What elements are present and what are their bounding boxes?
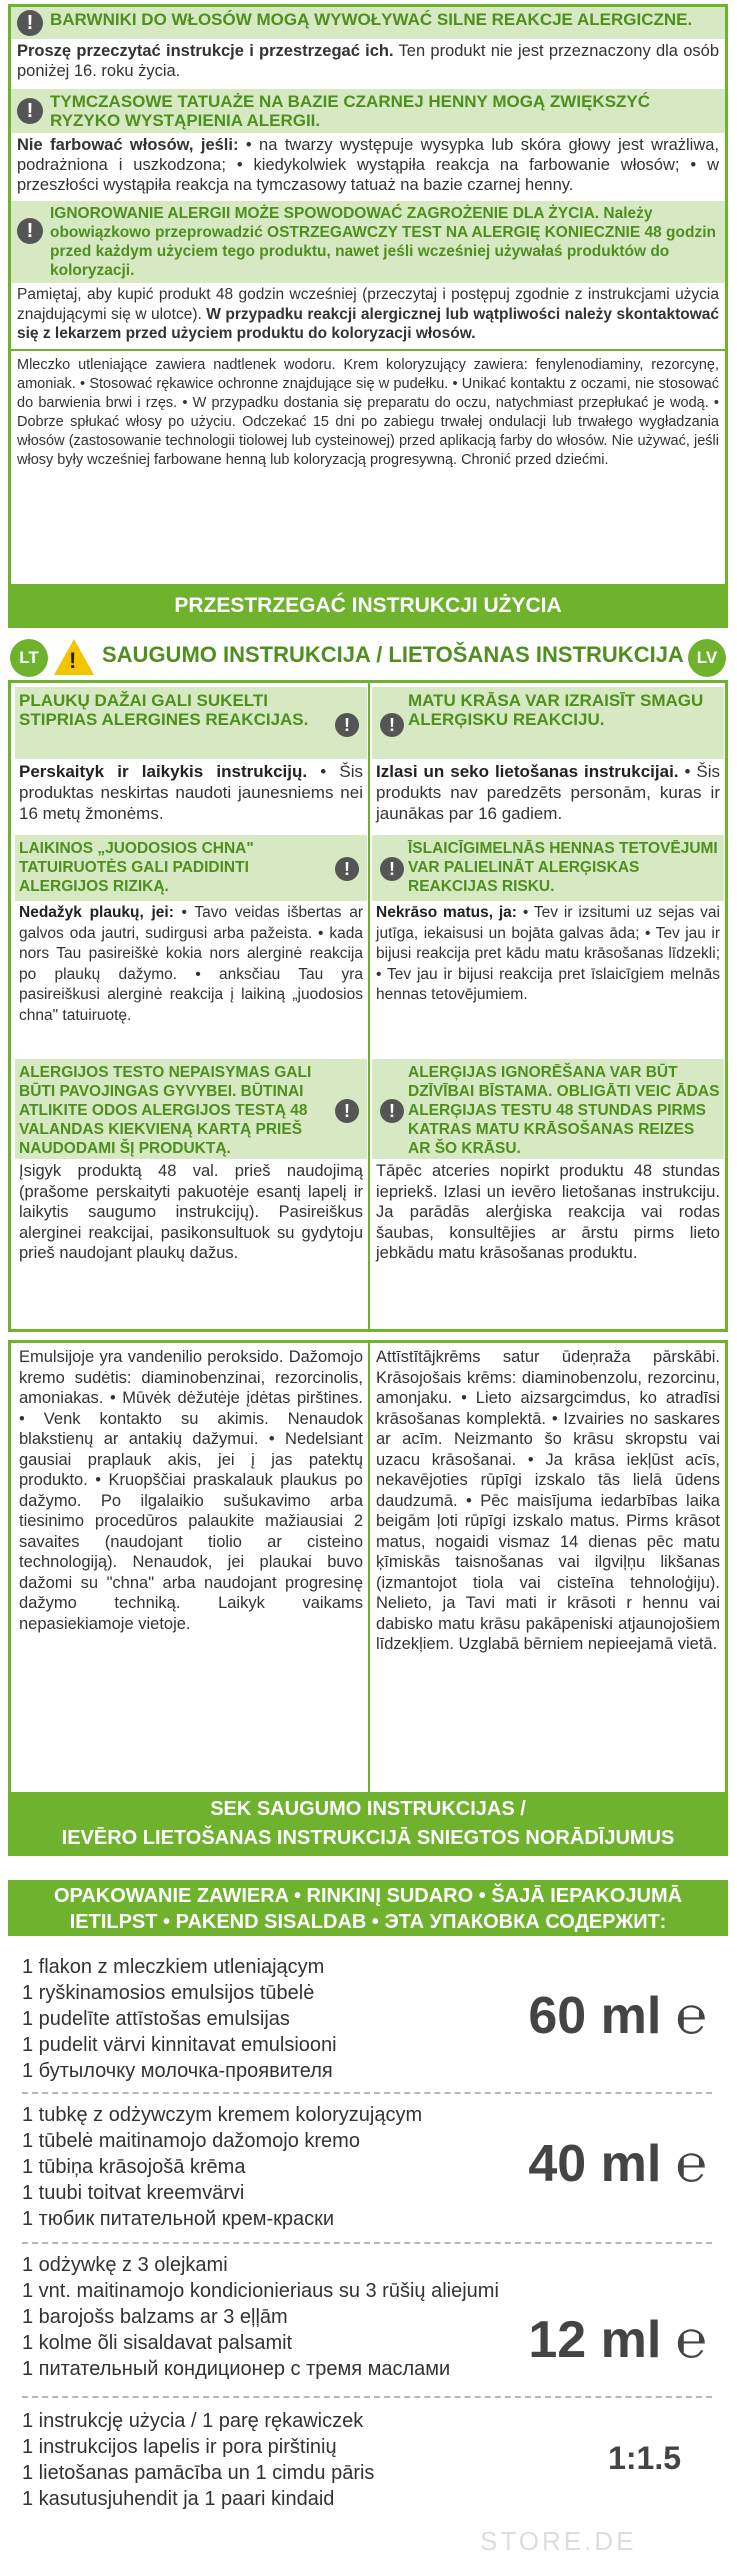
- volume-40ml: 40 ml ℮: [528, 2135, 707, 2193]
- lv-warning-1: ! MATU KRĀSA VAR IZRAISĪT SMAGU ALERĢISKU REAKCIJU.: [372, 687, 724, 759]
- estimated-sign-icon: ℮: [675, 1987, 707, 2045]
- estimated-sign-icon: ℮: [675, 2311, 707, 2369]
- volume-60ml: 60 ml ℮: [528, 1987, 707, 2045]
- lt-warning-2: LAIKINOS „JUODOSIOS CHNA" TATUIRUOTĖS GALI PADIDINTI ALERGIJOS RIZIKĄ. !: [15, 835, 367, 901]
- exclamation-icon: !: [335, 857, 359, 881]
- pl-paragraph-4: Mleczko utleniające zawiera nadtlenek wodoru. Krem koloryzujący zawiera: fenylenodiaminy, rezorcynę, amoniak. • Stosować rękawice ochronne znajdujące się w pudełku. • Unikać kontaktu z oczami, nie stosować do barwienia brwi i rzęs. • W przypadku dostania się preparatu do oczu, natychmiast przepłukać je wodą. • Dobrze spłukać włosy po użyciu. Odczekać 15 dni po zabiegu trwałej ondulacji lub trwałego wygładzania włosów (zastosowanie technologii tiolowej lub cysteinowej) przed aplikacją farby do włosów. Nie używać, jeśli włosy były wcześniej farbowane henną lub koloryzacją progresywną. Chronić przed dziećmi.: [17, 356, 719, 468]
- divider: [22, 2396, 712, 2398]
- divider: [22, 2092, 712, 2094]
- lt-lv-warning-box: [8, 680, 728, 1332]
- estimated-sign-icon: ℮: [675, 2135, 707, 2193]
- warning-triangle-icon: !: [54, 639, 94, 675]
- pl-warning-2: ! TYMCZASOWE TATUAŻE NA BAZIE CZARNEJ HENNY MOGĄ ZWIĘKSZYĆ RYZYKO WYSTĄPIENIA ALERGII.: [11, 89, 725, 133]
- lt-lv-composition-box: [8, 1340, 728, 1810]
- divider: [11, 349, 725, 351]
- exclamation-icon: !: [17, 218, 43, 244]
- mixing-ratio: 1:1.5: [608, 2440, 681, 2476]
- column-divider: [368, 683, 370, 1329]
- lv-column: [372, 683, 724, 1329]
- exclamation-icon: !: [17, 98, 43, 124]
- lt-badge: LT: [10, 639, 48, 677]
- lv-warning-3: ! ALERĢIJAS IGNORĒŠANA VAR BŪT DZĪVĪBAI BĪSTAMA. OBLIGĀTI VEIC ĀDAS ALERĢIJAS TESTU 48 STUNDAS PIRMS KATRAS MATU KRĀSOŠANAS REIZES AR ŠO KRĀSU.: [372, 1059, 724, 1159]
- exclamation-icon: !: [380, 713, 404, 737]
- pl-instructions-banner: PRZESTRZEGAĆ INSTRUKCJI UŻYCIA: [8, 584, 728, 628]
- exclamation-icon: !: [335, 713, 359, 737]
- volume-12ml: 12 ml ℮: [528, 2311, 707, 2369]
- lv-paragraph-4: Attīstītājkrēms satur ūdeņraža pārskābi. Krāsojošais krēms: diaminobenzolu, rezorcinu, amonjaku. • Lieto aizsargcimdus, ko atradīsi krāsošanas komplektā. • Izvairies no saskares ar acīm. Neizmanto šo krāsu skropstu vai uzacu krāsošanai. • Ja krāsa iekļūst acīs, nekavējoties rūpīgi izskalo tās lielā ūdens daudzumā. • Pēc maisījuma iedarbības laika beigām ļoti rūpīgi izskalo matus. Pirms krāsot matus, nogaidi vismaz 14 dienas pēc matu ķīmiskās taisnošanas vai ilgviļņu likšanas (izmantojot tiola vai cisteīna tehnoloģiju). Nelieto, ja Tavi mati ir krāsoti r hennu vai dabisko matu krāsu pakāpeniski atjaunojošiem līdzekļiem. Uzglabā bērniem nepieejamā vietā.: [376, 1348, 720, 1653]
- package-group-4: 1 instrukcję użycia / 1 parę rękawiczek 1 instrukcijos lapelis ir pora pirštinių 1 lietošanas pamācība un 1 cimdu pāris 1 kasutusjuhendit ja 1 paari kindaid: [22, 2410, 375, 2510]
- pl-paragraph-1: Proszę przeczytać instrukcje i przestrzegać ich. Ten produkt nie jest przeznaczony dla osób poniżej 16. roku życia.: [17, 42, 719, 80]
- lv-warning-2: ! ĪSLAICĪGIMELNĀS HENNAS TETOVĒJUMI VAR PALIELINĀT ALERĢISKAS REAKCIJAS RISKU.: [372, 835, 724, 901]
- package-contents-header: OPAKOWANIE ZAWIERA • RINKINĮ SUDARO • ŠAJĀ IEPAKOJUMĀ IETILPST • PAKEND SISALDAB • ЭТА УПАКОВКА СОДЕРЖИТ:: [8, 1880, 728, 1936]
- lt-column: [15, 683, 367, 1329]
- lt-warning-1: PLAUKŲ DAŽAI GALI SUKELTI STIPRIAS ALERGINES REAKCIJAS. !: [15, 687, 367, 759]
- lv-paragraph-3: Tāpēc atceries nopirkt produktu 48 stundas iepriekš. Izlasi un ievēro lietošanas instrukciju. Ja parādās alerģiska reakcija vai rodas šaubas, konsultējies ar ārstu pirms lieto jebkādu matu krāsošanas produktu.: [376, 1162, 720, 1262]
- lt-paragraph-3: Įsigyk produktą 48 val. prieš naudojimą (prašome perskaityti pakuotėje esantį lapelį ir laikytis saugumo instrukcijų). Pasireiškus alerginei reakcijai, pasikonsultuok su gydytoju prieš naudojant plaukų dažus.: [19, 1162, 363, 1262]
- package-group-2: 1 tubkę z odżywczym kremem koloryzującym 1 tūbelė maitinamojo dažomojo kremo 1 tūbiņa krāsojošā krēma 1 tuubi toitvat kreemvärvi 1 тюбик питательной крем-краски: [22, 2104, 423, 2230]
- package-group-3: 1 odżywkę z 3 olejkami 1 vnt. maitinamojo kondicionieriaus su 3 rūšių aliejumi 1 barojošs balzams ar 3 eļļām 1 kolme õli sisaldavat palsamit 1 питательный кондиционер с тремя маслами: [22, 2254, 499, 2380]
- lv-composition-column: [372, 1343, 724, 1807]
- lt-lv-header-title: SAUGUMO INSTRUKCIJA / LIETOŠANAS INSTRUKCIJA: [102, 642, 684, 667]
- column-divider: [368, 1343, 370, 1807]
- exclamation-icon: !: [335, 1099, 359, 1123]
- lt-warning-3: ALERGIJOS TESTO NEPAISYMAS GALI BŪTI PAVOJINGAS GYVYBEI. BŪTINAI ATLIKITE ODOS ALERGIJOS TESTĄ 48 VALANDAS KIEKVIENĄ KARTĄ PRIEŠ NAUDODAMI ŠĮ PRODUKTĄ. !: [15, 1059, 367, 1159]
- pl-warning-3: ! IGNOROWANIE ALERGII MOŻE SPOWODOWAĆ ZAGROŻENIE DLA ŻYCIA. Należy obowiązkowo przeprowadzić OSTRZEGAWCZY TEST NA ALERGIĘ KONIECZNIE 48 godzin przed każdym użyciem tego produktu, nawet jeśli wcześniej używałaś produktów do koloryzacji.: [11, 201, 725, 283]
- watermark: STORE.DE: [480, 2526, 637, 2556]
- exclamation-icon: !: [380, 857, 404, 881]
- pl-paragraph-2: Nie farbować włosów, jeśli: • na twarzy występuje wysypka lub skóra głowy jest wrażliwa, podrażniona i uszkodzona; • kiedykolwiek wystąpiła reakcja na farbowanie włosów; • w przeszłości wystąpiła reakcja na tymczasowy tatuaż na bazie czarnej henny.: [17, 136, 720, 194]
- lt-lv-instructions-banner: SEK SAUGUMO INSTRUKCIJAS / IEVĒRO LIETOŠANAS INSTRUKCIJĀ SNIEGTOS NORĀDĪJUMUS: [8, 1792, 728, 1856]
- lt-paragraph-2: Nedažyk plaukų, jei: • Tavo veidas išbertas ar galvos oda jautri, sudirgusi arba pažeista. • kada nors Tau pasireiškė kokia nors alerginė reakcija po plaukų dažymo. • anksčiau Tau yra pasireiškusi alerginė reakcija į laikiną „juodosios chna" tatuiruotę.: [19, 904, 363, 1024]
- lv-paragraph-1: Izlasi un seko lietošanas instrukcijai. • Šis produkts nav paredzēts personām, kuras ir jaunākas par 16 gadiem.: [376, 762, 720, 823]
- polish-warning-box: [8, 4, 728, 604]
- lt-composition-column: [15, 1343, 367, 1807]
- exclamation-icon: !: [380, 1099, 404, 1123]
- package-group-1: 1 flakon z mleczkiem utleniającym 1 ryškinamosios emulsijos tūbelė 1 pudelīte attīstošas emulsijas 1 pudelit värvi kinnitavat emulsiooni 1 бутылочку молочка-проявителя: [22, 1956, 337, 2082]
- exclamation-icon: !: [17, 10, 43, 36]
- divider: [22, 2242, 712, 2244]
- lv-paragraph-2: Nekrāso matus, ja: • Tev ir izsitumi uz sejas vai jutīga, iekaisusi un bojāta galvas āda; • Tev jau ir bijusi reakcija pret kādu matu krāsošanas līdzekli; • Tev jau ir bijusi reakcija pret īslaicīgiem melnās hennas tetovējumiem.: [376, 904, 720, 1003]
- lt-paragraph-4: Emulsijoje yra vandenilio peroksido. Dažomojo kremo sudėtis: diaminobenzinai, rezorcinolis, amoniakas. • Mūvėk dėžutėje įdėtas pirštines. • Venk kontakto su akimis. Nenaudok blakstienų ar antakių dažymui. • Nedelsiant gausiai praplauk akis, jei į jas patektų produkto. • Kruopščiai praskalauk plaukus po dažymo. Po ilgalaikio sušukavimo arba tiesinimo procedūros palaukite mažiausiai 2 savaites (naudojant tiolio ar cisteino technologiją). Nenaudok, jei plaukai buvo dažomi su "chna" arba naudojant progresinę dažymo techniką. Laikyk vaikams nepasiekiamoje vietoje.: [19, 1348, 363, 1633]
- lt-lv-header: [8, 636, 728, 680]
- pl-warning-1: ! BARWNIKI DO WŁOSÓW MOGĄ WYWOŁYWAĆ SILNE REAKCJE ALERGICZNE.: [11, 7, 725, 39]
- lv-badge: LV: [688, 639, 726, 677]
- pl-paragraph-3: Pamiętaj, aby kupić produkt 48 godzin wcześniej (przeczytaj i postępuj zgodnie z instrukcjami użycia znajdującymi się w ulotce). W przypadku reakcji alergicznej lub wątpliwości należy skontaktować się z lekarzem przed użyciem produktu do koloryzacji włosów.: [17, 286, 719, 342]
- lt-paragraph-1: Perskaityk ir laikykis instrukcijų. • Šis produktas neskirtas naudoti jaunesniems nei 16 metų žmonėms.: [19, 762, 364, 823]
